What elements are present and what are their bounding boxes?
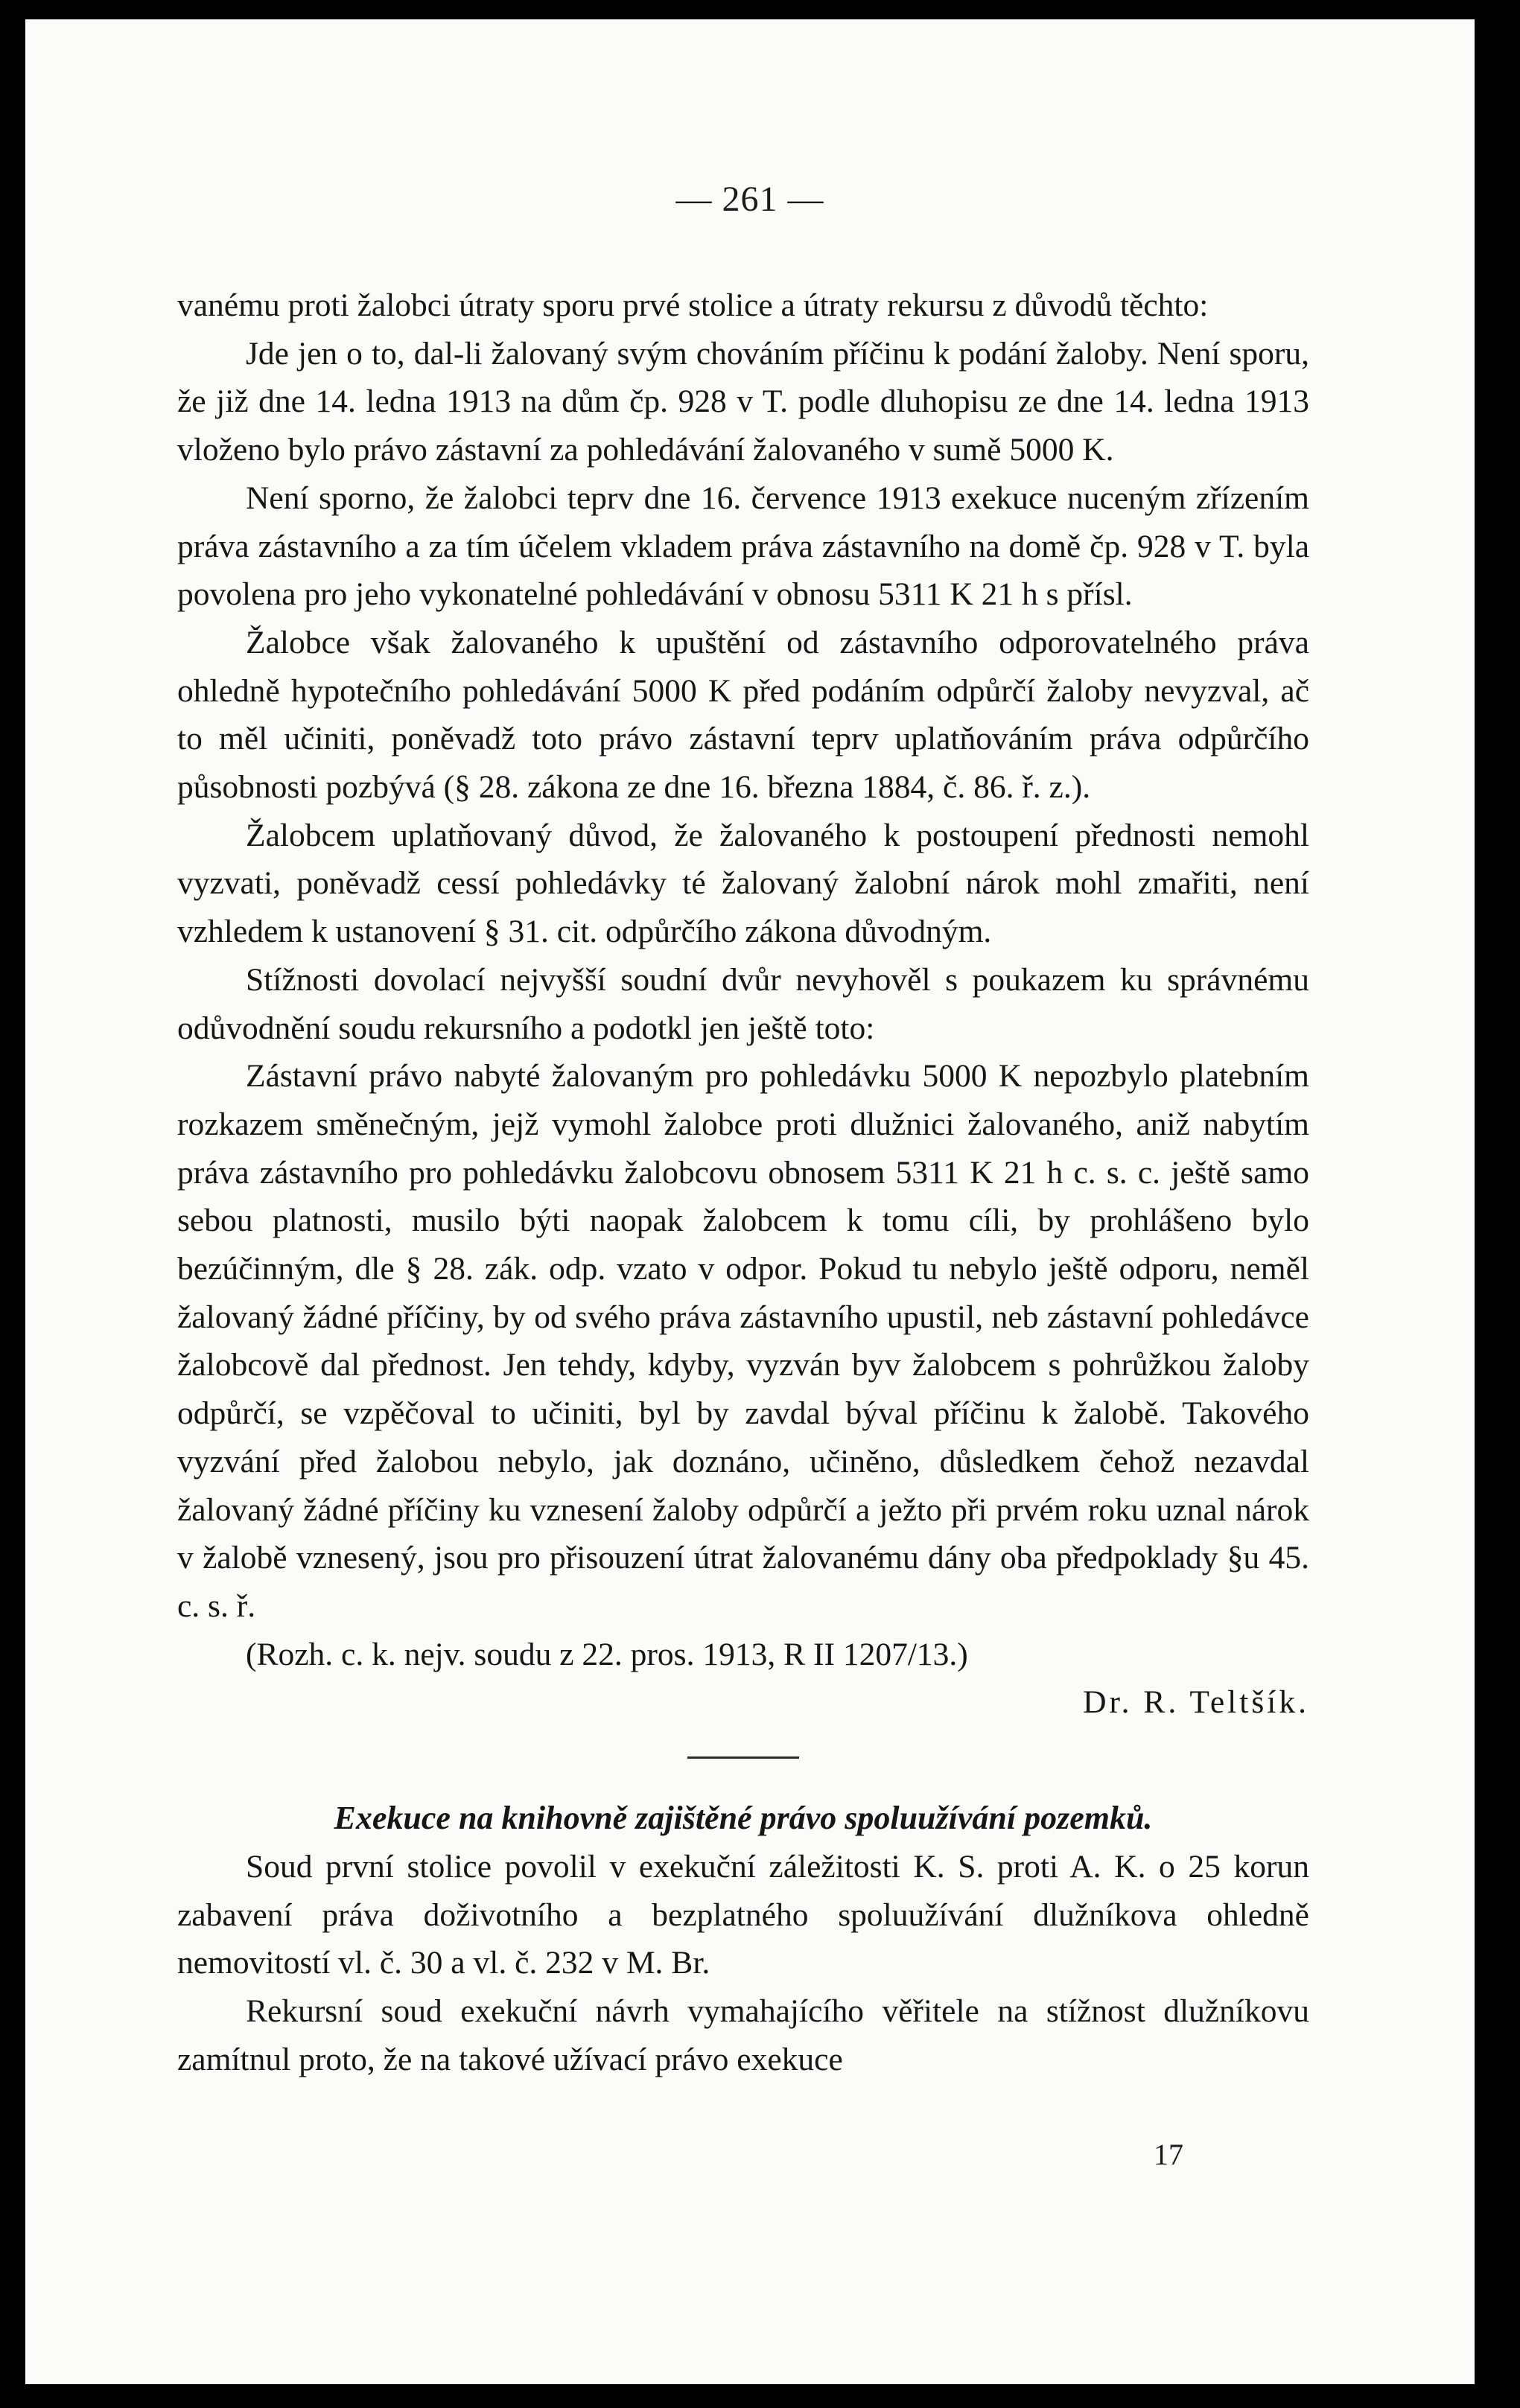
section-title: Exekuce na knihovně zajištěné právo spoluužívání pozemků. — [334, 1800, 1153, 1837]
signature: Dr. R. Teltšík. — [1083, 1684, 1309, 1721]
signature-mark: 17 — [1154, 2138, 1183, 2171]
section-divider — [687, 1756, 799, 1759]
page-body — [177, 281, 1309, 2083]
paragraph: Žalobce však žalovaného k upuštění od zástavního odporovatelného práva ohledně hypotečního pohledávání 5000 K před podáním odpůrčí žaloby nevyzval, ač to měl učiniti, poněvadž toto právo zástavní teprv uplatňováním práva odpůrčího působnosti pozbývá (§ 28. zákona ze dne 16. března 1884, č. 86. ř. z.). — [177, 624, 1309, 806]
document-page — [25, 19, 1475, 2384]
paragraph: Zástavní právo nabyté žalovaným pro pohledávku 5000 K nepozbylo platebním rozkazem směnečným, jejž vymohl žalobce proti dlužnici žalovaného, aniž nabytím práva zástavního pro pohledávku žalobcovu obnosem 5311 K 21 h c. s. c. ještě samo sebou platnosti, musilo býti naopak žalobcem k tomu cíli, by prohlášeno bylo bezúčinným, dle § 28. zák. odp. vzato v odpor. Pokud tu nebylo ještě odporu, neměl žalovaný žádné příčiny, by od svého práva zástavního upustil, neb zástavní pohledávce žalobcově dal přednost. Jen tehdy, kdyby, vyzván byv žalobcem s pohrůžkou žaloby odpůrčí, se vzpěčoval to učiniti, byl by zavdal býval příčinu k žalobě. Takového vyzvání před žalobou nebylo, jak doznáno, učiněno, důsledkem čehož nezavdal žalovaný žádné příčiny ku vznesení žaloby odpůrčí a ježto při prvém roku uznal nárok v žalobě vznesený, jsou pro přisouzení útrat žalovanému dány oba předpoklady §u 45. c. s. ř. — [177, 1058, 1309, 1624]
paragraph: Jde jen o to, dal-li žalovaný svým chováním příčinu k podání žaloby. Není sporu, že již dne 14. ledna 1913 na dům čp. 928 v T. podle dluhopisu ze dne 14. ledna 1913 vloženo bylo právo zástavní za pohledávání žalovaného v sumě 5000 K. — [177, 335, 1309, 468]
paragraph: Stížnosti dovolací nejvyšší soudní dvůr nevyhověl s poukazem ku správnému odůvodnění soudu rekursního a podotkl jen ještě toto: — [177, 961, 1309, 1046]
paragraph: vanému proti žalobci útraty sporu prvé stolice a útraty rekursu z důvodů těchto: — [177, 287, 1209, 323]
paragraph: Žalobcem uplatňovaný důvod, že žalovaného k postoupení přednosti nemohl vyzvati, poněvadž cessí pohledávky té žalovaný žalobní nárok mohl zmařiti, není vzhledem k ustanovení § 31. cit. odpůrčího zákona důvodným. — [177, 817, 1309, 950]
citation: (Rozh. c. k. nejv. soudu z 22. pros. 1913, R II 1207/13.) — [246, 1636, 968, 1672]
page-number: — 261 — — [675, 179, 824, 219]
paragraph: Soud první stolice povolil v exekuční záležitosti K. S. proti A. K. o 25 korun zabavení práva doživotního a bezplatného spoluužívání dlužníkova ohledně nemovitostí vl. č. 30 a vl. č. 232 v M. Br. — [177, 1848, 1309, 1981]
paragraph: Není sporno, že žalobci teprv dne 16. července 1913 exekuce nuceným zřízením práva zástavního a za tím účelem vkladem práva zástavního na domě čp. 928 v T. byla povolena pro jeho vykonatelné pohledávání v obnosu 5311 K 21 h s přísl. — [177, 480, 1309, 613]
paragraph: Rekursní soud exekuční návrh vymahajícího věřitele na stížnost dlužníkovu zamítnul proto, že na takové užívací právo exekuce — [177, 1993, 1309, 2077]
